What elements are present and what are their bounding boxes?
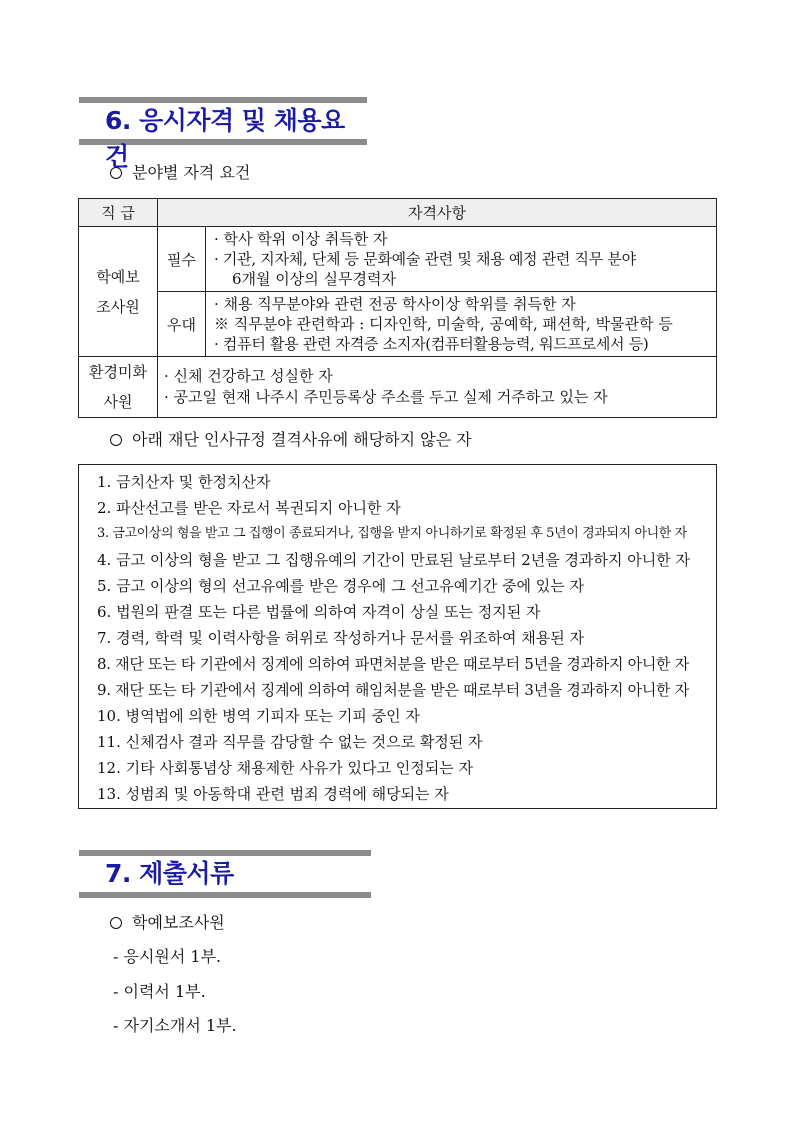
bullet-disqualification [110, 427, 472, 450]
table-row [79, 227, 717, 292]
table-row [79, 357, 717, 418]
required-label: 필수 [158, 227, 206, 292]
section-6-heading [79, 97, 367, 171]
document-item-resume: - 이력서 1부. [113, 982, 206, 1001]
list-item: 2. 파산선고를 받은 자로서 복권되지 아니한 자 [97, 499, 401, 517]
list-item: 3. 금고이상의 형을 받고 그 집행이 종료되거나, 집행을 받지 아니하기로 확정된 후 5년이 경과되지 아니한 자 [97, 526, 687, 541]
header-qualification: 자격사항 [158, 199, 717, 227]
preferred-label: 우대 [158, 292, 206, 357]
bullet-field-requirements [110, 160, 250, 183]
position-name: 환경미화사원 [89, 363, 147, 411]
list-item: · 기관, 지자체, 단체 등 문화예술 관련 및 채용 예정 관련 직무 분야 [214, 250, 636, 268]
document-item-cover-letter: - 자기소개서 1부. [113, 1016, 237, 1035]
bullet-curator-assistant [110, 910, 225, 933]
circle-bullet-icon [110, 434, 122, 446]
position-name: 학예보조사원 [96, 267, 140, 316]
requirements-table [78, 198, 717, 418]
list-item: 10. 병역법에 의한 병역 기피자 또는 기피 중인 자 [97, 707, 420, 725]
list-item: · 채용 직무분야와 관련 전공 학사이상 학위를 취득한 자 [214, 295, 576, 313]
list-item: 1. 금치산자 및 한정치산자 [97, 473, 271, 491]
document-item-application: - 응시원서 1부. [113, 947, 222, 966]
section-7-title: 7. 제출서류 [105, 859, 234, 888]
section-6-title: 6. 응시자격 및 채용요건 [105, 106, 345, 171]
heading-bar-bottom [79, 892, 371, 898]
preferred-items [206, 292, 717, 357]
table-row [79, 292, 717, 357]
disqualification-box [78, 464, 717, 809]
list-item: 4. 금고 이상의 형을 받고 그 집행유예의 기간이 만료된 날로부터 2년을 경과하지 아니한 자 [97, 551, 690, 569]
bullet-text: 학예보조사원 [132, 913, 225, 932]
bullet-text: 아래 재단 인사규정 결격사유에 해당하지 않은 자 [132, 430, 472, 449]
table-header-row [79, 199, 717, 227]
list-item: 6개월 이상의 실무경력자 [232, 270, 396, 288]
required-items [206, 227, 717, 292]
list-item: · 학사 학위 이상 취득한 자 [214, 230, 388, 248]
section-7-heading [79, 850, 371, 898]
circle-bullet-icon [110, 917, 122, 929]
list-item: 9. 재단 또는 타 기관에서 징계에 의하여 해임처분을 받은 때로부터 3년을 경과하지 아니한 자 [97, 681, 689, 699]
list-item: ※ 직무분야 관련학과 : 디자인학, 미술학, 공예학, 패션학, 박물관학 등 [214, 315, 673, 333]
header-position: 직 급 [79, 199, 158, 227]
list-item: 7. 경력, 학력 및 이력사항을 허위로 작성하거나 문서를 위조하여 채용된 자 [97, 629, 584, 647]
bullet-text: 분야별 자격 요건 [132, 163, 251, 182]
circle-bullet-icon [110, 167, 122, 179]
list-item: 12. 기타 사회통념상 채용제한 사유가 있다고 인정되는 자 [97, 759, 474, 777]
list-item: 6. 법원의 판결 또는 다른 법률에 의하여 자격이 상실 또는 정지된 자 [97, 603, 541, 621]
list-item: 5. 금고 이상의 형의 선고유예를 받은 경우에 그 선고유예기간 중에 있는 자 [97, 577, 584, 595]
list-item: 13. 성범죄 및 아동학대 관련 범죄 경력에 해당되는 자 [97, 785, 449, 803]
list-item: · 공고일 현재 나주시 주민등록상 주소를 두고 실제 거주하고 있는 자 [164, 388, 608, 406]
position-cell [79, 227, 158, 357]
cleaner-items [158, 357, 717, 418]
position-cell [79, 357, 158, 418]
list-item: · 신체 건강하고 성실한 자 [164, 367, 333, 385]
list-item: 11. 신체검사 결과 직무를 감당할 수 없는 것으로 확정된 자 [97, 733, 483, 751]
list-item: 8. 재단 또는 타 기관에서 징계에 의하여 파면처분을 받은 때로부터 5년을 경과하지 아니한 자 [97, 655, 689, 673]
list-item: · 컴퓨터 활용 관련 자격증 소지자(컴퓨터활용능력, 워드프로세서 등) [214, 335, 649, 353]
